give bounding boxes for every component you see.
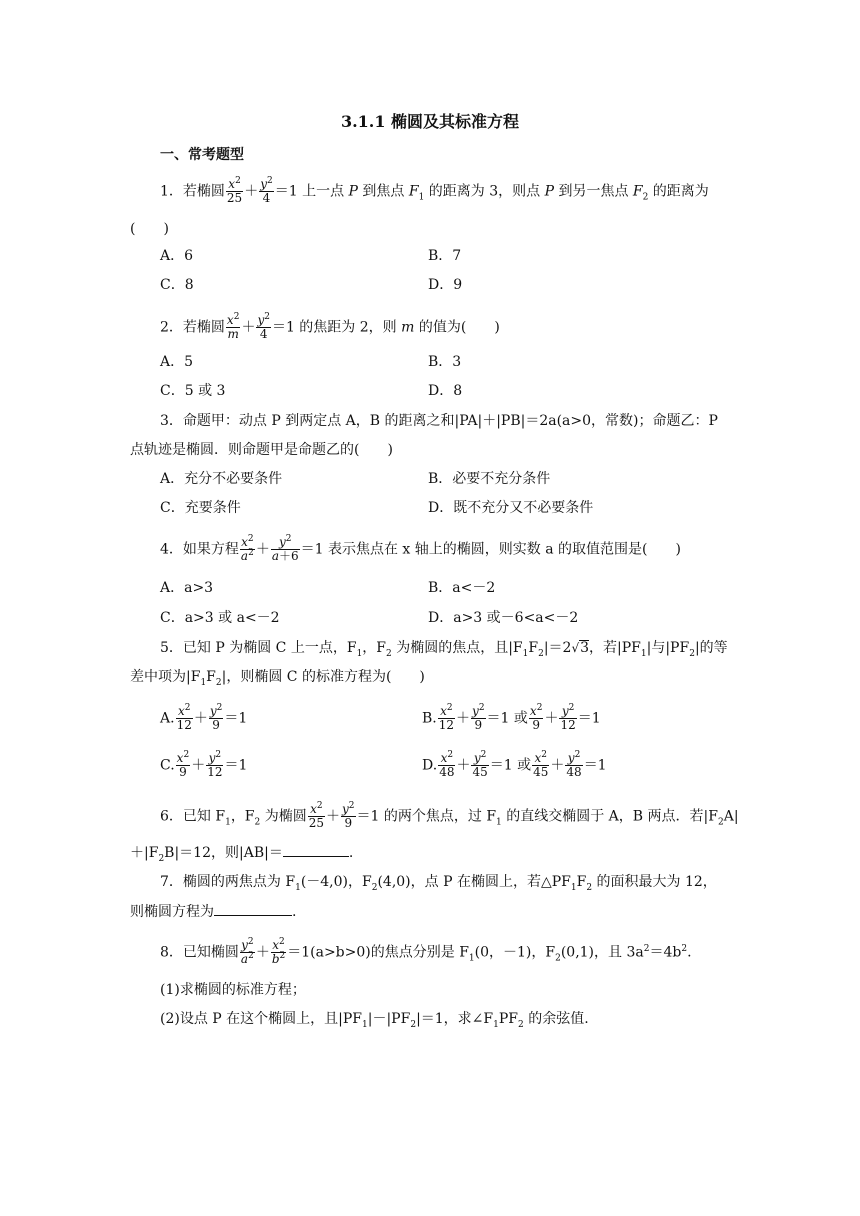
q4-option-d: D．a>3 或－6<a<－2 xyxy=(428,610,579,626)
question-5-line-1: 5．已知 P 为椭圆 C 上一点，$F_1$，$F_2$ 为椭圆的焦点，且$|F_1F_2|=2√3$，若$|PF_1|$与$|PF_2|$的等 xyxy=(160,640,728,659)
question-8: 8．已知椭圆 $\frac{y^2}{a^2}$ ＋ $\frac{x^2}{b^2}$ ＝1(a>b>0)的焦点分别是 $F_1(0$，－1)，$F_2(0,1)$，且 $3a^2=4b^2$. xyxy=(160,937,692,966)
question-5-line-2: 差中项为$|F_1F_2|$，则椭圆 C 的标准方程为( ) xyxy=(130,669,425,688)
q2-option-d: D．8 xyxy=(428,383,463,399)
q3-option-b: B．必要不充分条件 xyxy=(428,471,551,487)
question-3-line-1: 3．命题甲：动点 P 到两定点 A，B 的距离之和|PA|＋|PB|＝2a(a>0，常数)；命题乙：P xyxy=(160,413,718,429)
question-1-paren: ( ) xyxy=(130,221,169,237)
question-8-part-2: (2)设点 P 在这个椭圆上，且$|PF_1|-|PF_2|=1$，求$\angle F_1PF_2$ 的余弦值. xyxy=(160,1011,589,1030)
q5-option-d: D. $\frac{x^2}{48}$ ＋ $\frac{y^2}{45}$ ＝1 或 $\frac{x^2}{45}$ ＋ $\frac{y^2}{48}$ ＝1 xyxy=(422,750,607,779)
q2-option-a: A．5 xyxy=(160,354,194,370)
doc-title: 3.1.1 椭圆及其标准方程 xyxy=(340,112,520,131)
q5-option-b: B. $\frac{x^2}{12}$ ＋ $\frac{y^2}{9}$ ＝1 或 $\frac{x^2}{9}$ ＋ $\frac{y^2}{12}$ ＝1 xyxy=(422,703,601,732)
q2-option-b: B．3 xyxy=(428,354,462,370)
section-heading: 一、常考题型 xyxy=(160,147,244,163)
q1-option-a: A．6 xyxy=(160,248,194,264)
question-1: 1．若椭圆 $\frac{x^2}{25}$ ＋ $\frac{y^2}{4}$ ＝1 上一点 P 到焦点 $F_1$ 的距离为 3，则点 P 到另一焦点 $F_2$ 的距离为 xyxy=(160,176,709,205)
question-8-part-1: (1)求椭圆的标准方程； xyxy=(160,982,306,998)
q3-option-a: A．充分不必要条件 xyxy=(160,471,283,487)
question-3-line-2: 点轨迹是椭圆．则命题甲是命题乙的( ) xyxy=(130,442,393,458)
q4-option-b: B．a<－2 xyxy=(428,580,496,596)
q2-option-c: C．5 或 3 xyxy=(160,383,226,399)
question-7-line-2: 则椭圆方程为 . xyxy=(130,901,296,922)
q4-option-a: A．a>3 xyxy=(160,580,214,596)
q5-option-c: C. $\frac{x^2}{9}$ ＋ $\frac{y^2}{12}$ ＝1 xyxy=(160,750,248,779)
q3-option-c: C．充要条件 xyxy=(160,500,241,516)
q5-option-a: A. $\frac{x^2}{12}$ ＋ $\frac{y^2}{9}$ ＝1 xyxy=(160,703,248,732)
answer-blank[interactable] xyxy=(283,842,349,857)
question-4: 4．如果方程 $\frac{x^2}{a^2}$ ＋ $\frac{y^2}{a+6}$ ＝1 表示焦点在 x 轴上的椭圆，则实数 a 的取值范围是( ) xyxy=(160,534,681,563)
q4-option-c: C．a>3 或 a<－2 xyxy=(160,610,280,626)
answer-blank[interactable] xyxy=(214,901,292,916)
question-2: 2．若椭圆 $\frac{x^2}{m}$ ＋ $\frac{y^2}{4}$ ＝1 的焦距为 2，则 m 的值为( ) xyxy=(160,312,500,341)
q1-option-c: C．8 xyxy=(160,277,194,293)
question-6-line-2: $+|F_2B|=12$，则|AB|＝ . xyxy=(130,842,353,863)
question-6-line-1: 6．已知 $F_1$，$F_2$ 为椭圆 $\frac{x^2}{25}$ ＋ $\frac{y^2}{9}$ ＝1 的两个焦点，过 $F_1$ 的直线交椭圆于 A，B 两点．若$|F_2A|$ xyxy=(160,801,739,830)
q1-option-b: B．7 xyxy=(428,248,462,264)
question-7-line-1: 7．椭圆的两焦点为 $F_1(-4,0)$，$F_2(4,0)$，点 P 在椭圆上，若$\triangle PF_1F_2$ 的面积最大为 12， xyxy=(160,874,717,893)
q3-option-d: D．既不充分又不必要条件 xyxy=(428,500,594,516)
q1-option-d: D．9 xyxy=(428,277,463,293)
